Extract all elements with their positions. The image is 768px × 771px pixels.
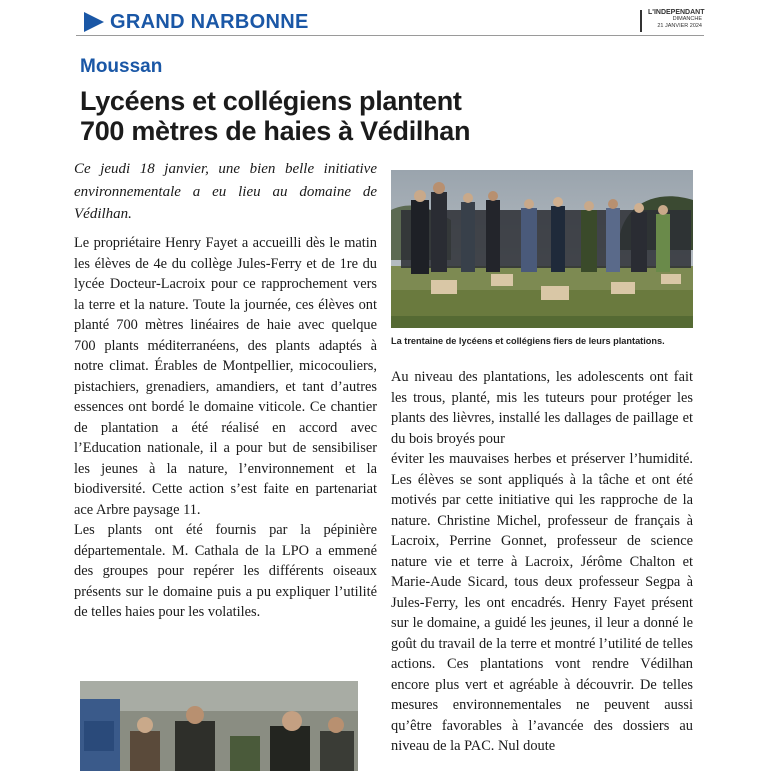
body-paragraph: Les plants ont été fournis par la pépinière départementale. M. Cathala de la LPO a emmené des groupes pour repérer les différents oiseaux présents sur le domaine puis a pu expliquer l’utilité de telles haies pour les volatiles. [74,522,377,620]
left-column [74,233,377,623]
article-kicker: Moussan [80,56,163,77]
header-rule [76,35,704,36]
section-arrow-icon [84,12,104,32]
body-paragraph: Au niveau des plantations, les adolescents ont fait les trous, planté, mis les tuteurs pour protéger les plants des lièvres, installé les dallages de paillage et du bois broyés pour [391,369,693,447]
header-separator [640,10,642,32]
headline-line-1: Lycéens et collégiens plantent [80,86,462,116]
publication-day: DIMANCHE [672,16,702,22]
planting-photo [80,681,358,771]
headline-line-2: 700 mètres de haies à Védilhan [80,116,471,146]
publication-date: 21 JANVIER 2024 [657,22,702,29]
group-photo [391,170,693,328]
article-lead: Ce jeudi 18 janvier, une bien belle initiative environnementale a eu lieu au domaine de Védilhan. [74,161,377,222]
photo-caption: La trentaine de lycéens et collégiens fiers de leurs plantations. [391,336,665,346]
section-title: GRAND NARBONNE [110,11,309,33]
body-paragraph: éviter les mauvaises herbes et préserver l’humidité. Les élèves se sont appliqués à la tâche et ont été motivés par cette initiative qui les rapproche de la nature. Christine Michel, professeur de français à Lacroix, Perrine Gonnet, professeur de science nature vie et terre à Lacroix, Jérôme Chalton et Marie-Aude Sicard, tous deux professeur Segpa à Jules-Ferry, les ont encadrés. Henry Fayet présent sur le domaine, a guidé les jeunes, il leur a donné le goût du travail de la terre et montré l’utilité de telles actions. Ces plantations vont rendre Védilhan encore plus vert et agréable à découvrir. De telles mesures environnementales ne peuvent aussi qu’être favorables à l’avancée des dossiers au niveau de la PAC. Nul doute [391,451,693,754]
right-column [391,367,693,757]
publication-block [648,9,705,29]
body-paragraph: Le propriétaire Henry Fayet a accueilli dès le matin les élèves de 4e du collège Jules-Ferry et de 1re du lycée Docteur-Lacroix pour ce rapprochement vers la terre et la nature. Toute la journée, ces élèves ont planté 700 mètres linéaires de haie avec quelque 700 plants méditerranéens, des plants adaptés à notre climat. Érables de Montpellier, micocouliers, pistachiers, grenadiers, amandiers, et tant d’autres essences ont bordé le domaine viticole. Ce chantier de plantation a été réalisé en accord avec l’Education nationale, il a pour but de sensibiliser les jeunes à la nature, l’environnement et la biodiversité. Cette action s’est faite en partenariat ace Arbre paysage 11. [74,235,377,518]
publication-name: L'INDEPENDANT [648,9,705,16]
article-headline [80,86,700,146]
